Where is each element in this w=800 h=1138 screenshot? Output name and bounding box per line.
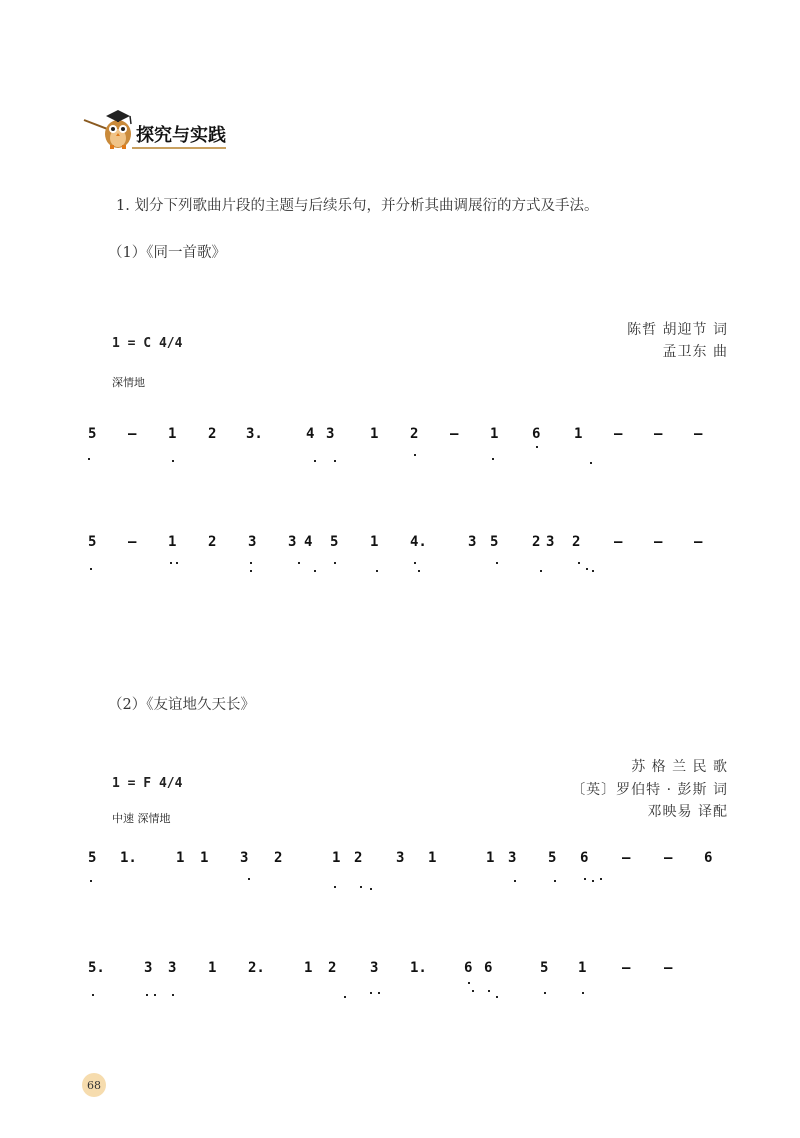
octave-dot [170, 562, 172, 564]
note: 1 [304, 960, 313, 976]
note: – [450, 426, 459, 442]
note: 2 [354, 850, 363, 866]
octave-dot [488, 990, 490, 992]
note: 4 [304, 534, 313, 550]
song-1-label: （1）《同一首歌》 [108, 245, 226, 261]
octave-dot [314, 570, 316, 572]
section-title: 探究与实践 [136, 125, 226, 146]
octave-dot [90, 568, 92, 570]
note: 1. [120, 850, 137, 866]
note: 5 [540, 960, 549, 976]
song-1-lyricist: 陈哲 胡迎节 词 [627, 322, 728, 338]
octave-dot [376, 570, 378, 572]
song-2-arranger: 邓映易 译配 [647, 804, 728, 820]
note: 3 [370, 960, 379, 976]
note: – [694, 534, 703, 550]
note: 2 [328, 960, 337, 976]
song-1-line-1 [88, 426, 718, 466]
note: 2. [248, 960, 265, 976]
note: – [622, 850, 631, 866]
note: 1. [410, 960, 427, 976]
note: 5 [88, 426, 97, 442]
note: 4 [306, 426, 315, 442]
song-2-label: （2）《友谊地久天长》 [108, 697, 255, 713]
page-number: 68 [82, 1073, 106, 1097]
note: – [654, 426, 663, 442]
note: 1 [168, 534, 177, 550]
octave-dot [370, 992, 372, 994]
note: 1 [332, 850, 341, 866]
note: 3. [246, 426, 263, 442]
note: 3 [546, 534, 555, 550]
note: 3 [248, 534, 257, 550]
octave-dot [146, 994, 148, 996]
note: 5 [490, 534, 499, 550]
note: 2 [572, 534, 581, 550]
note: 5 [548, 850, 557, 866]
note: – [128, 426, 137, 442]
octave-dot [414, 454, 416, 456]
octave-dot [298, 562, 300, 564]
song-1-key-signature: 1 = C 4/4 [112, 336, 183, 351]
octave-dot [250, 570, 252, 572]
octave-dot [414, 562, 416, 564]
note: 1 [208, 960, 217, 976]
octave-dot [344, 996, 346, 998]
note: 3 [168, 960, 177, 976]
octave-dot [492, 458, 494, 460]
note: – [614, 426, 623, 442]
octave-dot [172, 994, 174, 996]
note: 1 [370, 534, 379, 550]
octave-dot [88, 458, 90, 460]
octave-dot [334, 562, 336, 564]
note: 1 [176, 850, 185, 866]
song-2-line-2 [88, 960, 718, 1000]
note: 4. [410, 534, 427, 550]
octave-dot [544, 992, 546, 994]
note: 3 [240, 850, 249, 866]
note: 3 [288, 534, 297, 550]
octave-dot [418, 570, 420, 572]
octave-dot [172, 460, 174, 462]
octave-dot [154, 994, 156, 996]
octave-dot [578, 562, 580, 564]
song-2-origin: 苏 格 兰 民 歌 [631, 759, 728, 775]
song-1-composer: 孟卫东 曲 [662, 344, 728, 360]
octave-dot [314, 460, 316, 462]
section-title-underline [132, 147, 226, 149]
octave-dot [248, 878, 250, 880]
note: 1 [168, 426, 177, 442]
note: 5 [88, 850, 97, 866]
note: 1 [486, 850, 495, 866]
octave-dot [586, 568, 588, 570]
octave-dot [334, 460, 336, 462]
octave-dot [600, 878, 602, 880]
note: 3 [326, 426, 335, 442]
song-1-line-2 [88, 534, 718, 574]
note: 3 [144, 960, 153, 976]
song-2-key-signature: 1 = F 4/4 [112, 776, 183, 791]
octave-dot [554, 880, 556, 882]
octave-dot [90, 880, 92, 882]
note: 1 [200, 850, 209, 866]
octave-dot [472, 990, 474, 992]
octave-dot [468, 982, 470, 984]
note: – [664, 850, 673, 866]
octave-dot [360, 886, 362, 888]
note: 5 [330, 534, 339, 550]
song-2-tempo: 中速 深情地 [112, 812, 171, 825]
octave-dot [536, 446, 538, 448]
octave-dot [176, 562, 178, 564]
song-2-lyricist: 〔英〕罗伯特 · 彭斯 词 [571, 782, 728, 798]
note: 6 [464, 960, 473, 976]
owl-scholar-icon [80, 100, 136, 152]
octave-dot [496, 562, 498, 564]
octave-dot [540, 570, 542, 572]
note: 2 [274, 850, 283, 866]
song-2-line-1 [88, 850, 718, 890]
note: 3 [468, 534, 477, 550]
note: – [614, 534, 623, 550]
note: 1 [428, 850, 437, 866]
note: 2 [208, 426, 217, 442]
octave-dot [584, 878, 586, 880]
octave-dot [250, 562, 252, 564]
note: 1 [578, 960, 587, 976]
octave-dot [92, 994, 94, 996]
octave-dot [370, 888, 372, 890]
octave-dot [514, 880, 516, 882]
note: 2 [410, 426, 419, 442]
note: 6 [580, 850, 589, 866]
note: 1 [370, 426, 379, 442]
note: 1 [490, 426, 499, 442]
note: 1 [574, 426, 583, 442]
note: 6 [532, 426, 541, 442]
note: 2 [208, 534, 217, 550]
question-1: 1. 划分下列歌曲片段的主题与后续乐句，并分析其曲调展衍的方式及手法。 [116, 198, 599, 214]
note: 5. [88, 960, 105, 976]
octave-dot [590, 462, 592, 464]
note: 6 [704, 850, 713, 866]
note: – [654, 534, 663, 550]
note: 5 [88, 534, 97, 550]
song-1-tempo: 深情地 [112, 376, 145, 389]
note: – [622, 960, 631, 976]
note: 6 [484, 960, 493, 976]
octave-dot [378, 992, 380, 994]
octave-dot [496, 996, 498, 998]
note: 3 [508, 850, 517, 866]
note: – [694, 426, 703, 442]
note: 3 [396, 850, 405, 866]
octave-dot [334, 886, 336, 888]
octave-dot [592, 880, 594, 882]
octave-dot [582, 992, 584, 994]
note: – [128, 534, 137, 550]
octave-dot [592, 570, 594, 572]
note: 2 [532, 534, 541, 550]
note: – [664, 960, 673, 976]
